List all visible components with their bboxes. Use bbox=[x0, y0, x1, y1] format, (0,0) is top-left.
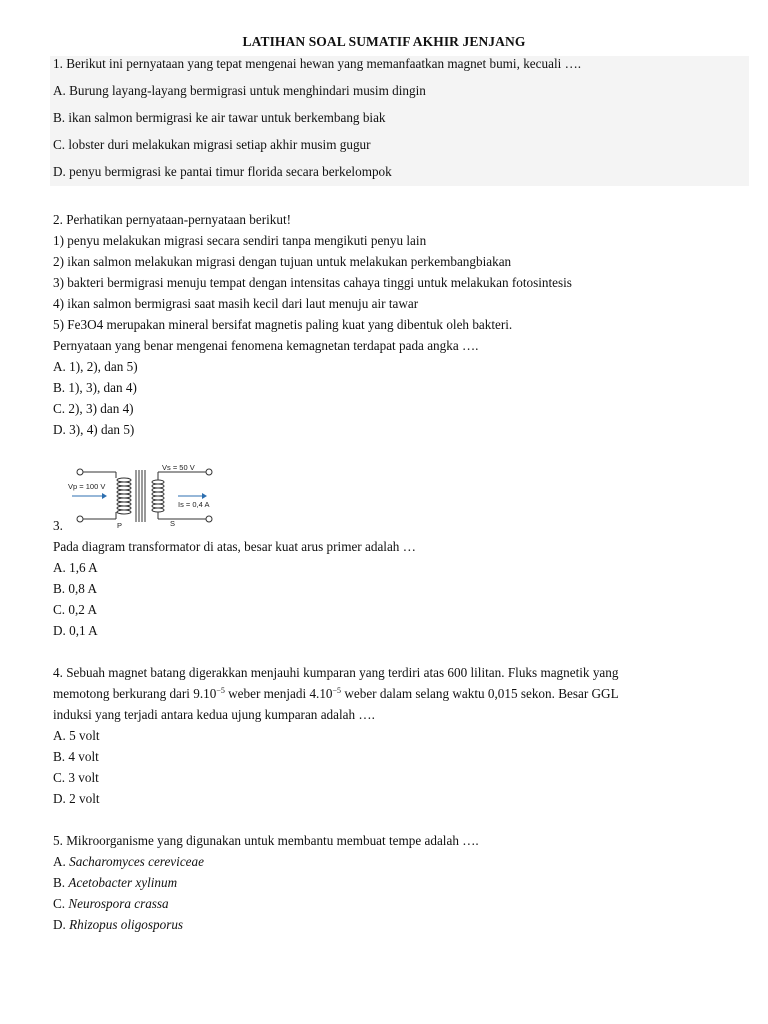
q5-option-d: D. Rhizopus oligosporus bbox=[53, 917, 184, 932]
q4-exponent-2: −5 bbox=[332, 686, 342, 695]
secondary-bottom-terminal bbox=[206, 516, 212, 522]
q4-option-d: D. 2 volt bbox=[53, 791, 100, 806]
q5-question: 5. Mikroorganisme yang digunakan untuk membantu membuat tempe adalah …. bbox=[53, 833, 479, 848]
q3-option-d: D. 0,1 A bbox=[53, 623, 98, 638]
q2-option-d: D. 3), 4) dan 5) bbox=[53, 422, 135, 437]
is-label: Is = 0,4 A bbox=[178, 500, 210, 509]
q3-option-b: B. 0,8 A bbox=[53, 581, 97, 596]
q1-option-d: D. penyu bermigrasi ke pantai timur florida secara berkelompok bbox=[53, 164, 392, 179]
transformer-diagram bbox=[66, 462, 222, 530]
q3-number: 3. bbox=[53, 518, 63, 533]
secondary-label: S bbox=[170, 519, 176, 528]
primary-top-terminal bbox=[77, 469, 83, 475]
q2-option-a: A. 1), 2), dan 5) bbox=[53, 359, 138, 374]
q2-statement-1: 1) penyu melakukan migrasi secara sendiri tanpa mengikuti penyu lain bbox=[53, 233, 427, 248]
q3-question: Pada diagram transformator di atas, besar kuat arus primer adalah … bbox=[53, 539, 416, 554]
q4-line-1: 4. Sebuah magnet batang digerakkan menjauhi kumparan yang terdiri atas 600 lilitan. Fluks magnetik yang bbox=[53, 665, 619, 680]
q1-option-b: B. ikan salmon bermigrasi ke air tawar untuk berkembang biak bbox=[53, 110, 386, 125]
q1-option-c: C. lobster duri melakukan migrasi setiap akhir musim gugur bbox=[53, 137, 371, 152]
q2-statement-3: 3) bakteri bermigrasi menuju tempat dengan intensitas cahaya tinggi untuk melakukan fotosintesis bbox=[53, 275, 572, 290]
q5-option-a: A. Sacharomyces cereviceae bbox=[53, 854, 204, 869]
q4-line-3: induksi yang terjadi antara kedua ujung kumparan adalah …. bbox=[53, 707, 375, 722]
primary-bottom-terminal bbox=[77, 516, 83, 522]
q2-option-b: B. 1), 3), dan 4) bbox=[53, 380, 137, 395]
primary-coil bbox=[117, 478, 131, 514]
vp-label: Vp = 100 V bbox=[68, 482, 106, 491]
q4-exponent-1: −5 bbox=[216, 686, 225, 695]
q1-question: 1. Berikut ini pernyataan yang tepat mengenai hewan yang memanfaatkan magnet bumi, kecuali …. bbox=[53, 56, 582, 71]
q2-intro: 2. Perhatikan pernyataan-pernyataan berikut! bbox=[53, 212, 291, 227]
q2-statement-2: 2) ikan salmon melakukan migrasi dengan tujuan untuk melakukan perkembangbiakan bbox=[53, 254, 512, 269]
q2-statement-4: 4) ikan salmon bermigrasi saat masih kecil dari laut menuju air tawar bbox=[53, 296, 419, 311]
vs-label: Vs = 50 V bbox=[162, 463, 195, 472]
q1-option-a: A. Burung layang-layang bermigrasi untuk menghindari musim dingin bbox=[53, 83, 426, 98]
q4-option-b: B. 4 volt bbox=[53, 749, 99, 764]
secondary-top-terminal bbox=[206, 469, 212, 475]
transformer-core bbox=[136, 470, 145, 522]
q2-statement-5: 5) Fe3O4 merupakan mineral bersifat magnetis paling kuat yang dibentuk oleh bakteri. bbox=[53, 317, 513, 332]
q4-line-2: memotong berkurang dari $9.10^{-5}$ weber menjadi $4.10^{-5}$ weber dalam selang waktu 0,015 sekon. Besar GGL bbox=[53, 686, 619, 701]
primary-label: P bbox=[117, 521, 123, 530]
q3-option-c: C. 0,2 A bbox=[53, 602, 97, 617]
secondary-coil bbox=[152, 480, 164, 512]
q2-option-c: C. 2), 3) dan 4) bbox=[53, 401, 134, 416]
q3-option-a: A. 1,6 A bbox=[53, 560, 98, 575]
q4-option-c: C. 3 volt bbox=[53, 770, 99, 785]
document-title: LATIHAN SOAL SUMATIF AKHIR JENJANG bbox=[242, 34, 526, 49]
q5-option-c: C. Neurospora crassa bbox=[53, 896, 169, 911]
q2-question: Pernyataan yang benar mengenai fenomena kemagnetan terdapat pada angka …. bbox=[53, 338, 479, 353]
q5-option-b: B. Acetobacter xylinum bbox=[53, 875, 178, 890]
q4-option-a: A. 5 volt bbox=[53, 728, 100, 743]
